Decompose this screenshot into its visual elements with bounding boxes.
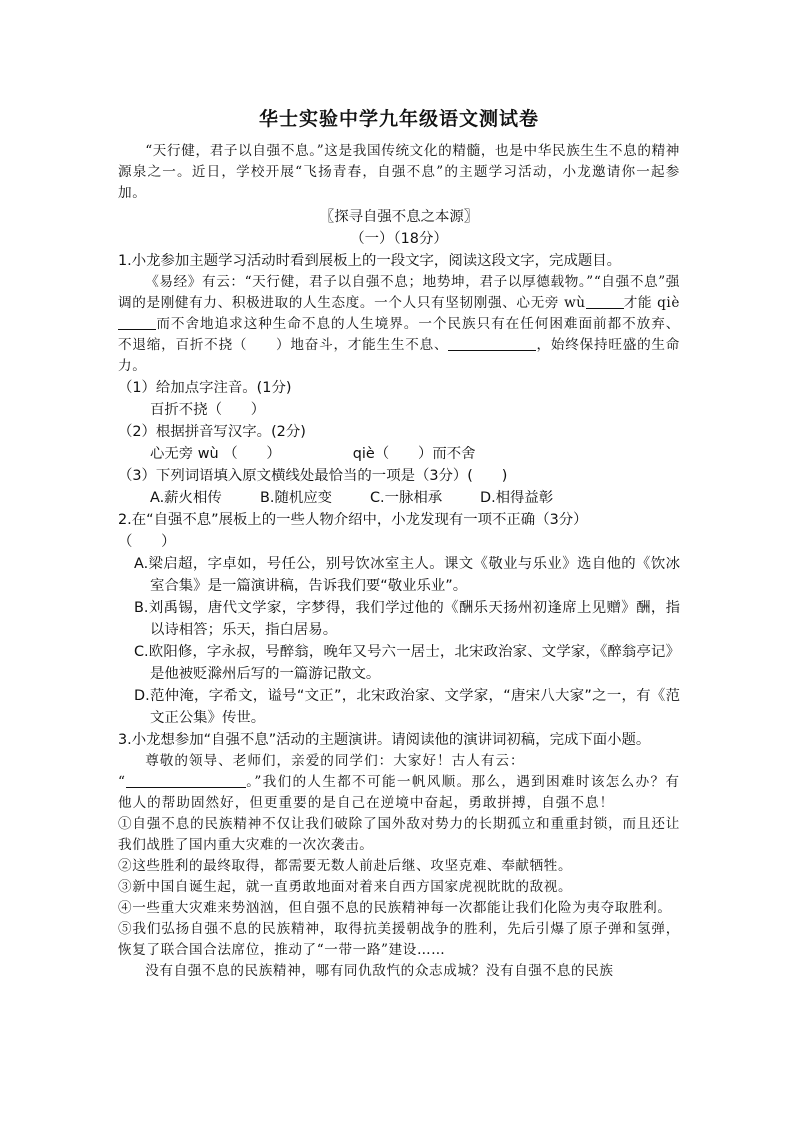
part-label: （一）（18分） [350, 231, 448, 247]
choice-c[interactable]: C.一脉相承 [370, 490, 443, 506]
q3-after-blank: 。”我们的人生都不可能一帆风顺。那么，遇到困难时该怎么办？有他人的帮助固然好，但更重要的是自己在逆境中奋起，勇敢拼搏，自强不息！ [118, 774, 680, 811]
q1-passage [118, 272, 680, 377]
q3-speech-opening [118, 751, 680, 814]
q3-item-2: ②这些胜利的最终取得，都需要无数人前赴后继、攻坚克难、奉献牺牲。 [118, 858, 573, 874]
q1-choices [118, 487, 680, 509]
q3-stem: 3.小龙想参加“自强不息”活动的主题演讲。请阅读他的演讲词初稿，完成下面小题。 [118, 732, 651, 748]
q2-stem: 2.在“自强不息”展板上的一些人物介绍中，小龙发现有一项不正确（3分） [118, 512, 588, 528]
q1-sub2-items [118, 443, 680, 465]
q3-greeting: 尊敬的领导、老师们，亲爱的同学们：大家好！古人有云： [145, 753, 525, 769]
q1-passage-d: ，始终保持旺盛的生命力。 [118, 337, 680, 374]
q3-item-5: ⑤我们弘扬自强不息的民族精神，取得抗美援朝战争的胜利，先后引爆了原子弹和氢弹，恢复了联合国合法席位，推动了“一带一路”建设…… [118, 921, 680, 958]
q1-passage-b: 才能 qiè [623, 295, 681, 311]
q2-paren[interactable]: （ ） [118, 534, 176, 550]
intro-paragraph: “天行健，君子以自强不息。”这是我国传统文化的精髓，也是中华民族生生不息的精神源泉之一。近日，学校开展“飞扬青春，自强不息”的主题学习活动，小龙邀请你一起参加。 [118, 143, 680, 201]
q1-sub2: （2）根据拼音写汉字。(2分) [118, 424, 306, 440]
q1-passage-c: 而不舍地追求这种生命不息的人生境界。一个民族只有在任何困难面前都不放弃、不退缩，百折不挠（ ）地奋斗，才能生生不息、 [118, 316, 680, 353]
q3-item-1: ①自强不息的民族精神不仅让我们破除了国外敌对势力的长期孤立和重重封锁，而且还让我们战胜了国内重大灾难的一次次袭击。 [118, 816, 680, 853]
page-title: 华士实验中学九年级语文测试卷 [258, 108, 539, 130]
q1-sub1-item[interactable]: 百折不挠（ ） [150, 402, 266, 418]
q2-option-d[interactable]: D.范仲淹，字希文，谥号“文正”，北宋政治家、文学家，“唐宋八大家”之一，有《范文正公集》传世。 [134, 688, 680, 726]
q1-blank-qie[interactable] [118, 315, 156, 330]
choice-b[interactable]: B.随机应变 [260, 490, 333, 506]
q1-blank-wu[interactable] [586, 294, 624, 309]
q1-sub3: （3）下列词语填入原文横线处最恰当的一项是（3分）( ) [118, 468, 508, 484]
q2-option-c[interactable]: C.欧阳修，字永叔，号醉翁，晚年又号六一居士，北宋政治家、文学家，《醉翁亭记》是他被贬滁州后写的一篇游记散文。 [134, 644, 680, 682]
q3-item-4: ④一些重大灾难来势汹汹，但自强不息的民族精神每一次都能让我们化险为夷夺取胜利。 [118, 900, 672, 916]
q1-sub1: （1）给加点字注音。(1分) [118, 380, 292, 396]
q3-item-3: ③新中国自诞生起，就一直勇敢地面对着来自西方国家虎视眈眈的敌视。 [118, 879, 573, 895]
q1-sub2-a[interactable]: 心无旁 wù （ ） [150, 446, 281, 462]
choice-d[interactable]: D.相得益彰 [480, 490, 554, 506]
section-heading: 〖探寻自强不息之本源〗 [319, 209, 479, 225]
q1-blank-idiom[interactable] [448, 336, 536, 351]
q1-sub2-b[interactable]: qiè（ ）而不舍 [352, 446, 476, 462]
exam-page [118, 100, 680, 982]
q3-blank-quote[interactable] [126, 773, 246, 788]
choice-a[interactable]: A.薪火相传 [150, 490, 222, 506]
q1-stem: 1.小龙参加主题学习活动时看到展板上的一段文字，阅读这段文字，完成题目。 [118, 253, 622, 269]
q1-passage-a: 《易经》有云：“天行健，君子以自强不息；地势坤，君子以厚德载物。”“自强不息”强调的是刚健有力、积极进取的人生态度。一个人只有坚韧刚强、心无旁 wù [118, 274, 680, 311]
q2-option-b[interactable]: B.刘禹锡，唐代文学家，字梦得，我们学过他的《酬乐天扬州初逢席上见赠》酬，指以诗相答；乐天，指白居易。 [134, 600, 680, 638]
q3-closing: 没有自强不息的民族精神，哪有同仇敌忾的众志成城？没有自强不息的民族 [145, 963, 614, 979]
q3-open-quote: “ [118, 774, 126, 790]
q2-option-a[interactable]: A.梁启超，字卓如，号任公，别号饮冰室主人。课文《敬业与乐业》选自他的《饮冰室合集》是一篇演讲稿，告诉我们要“敬业乐业”。 [134, 556, 680, 594]
